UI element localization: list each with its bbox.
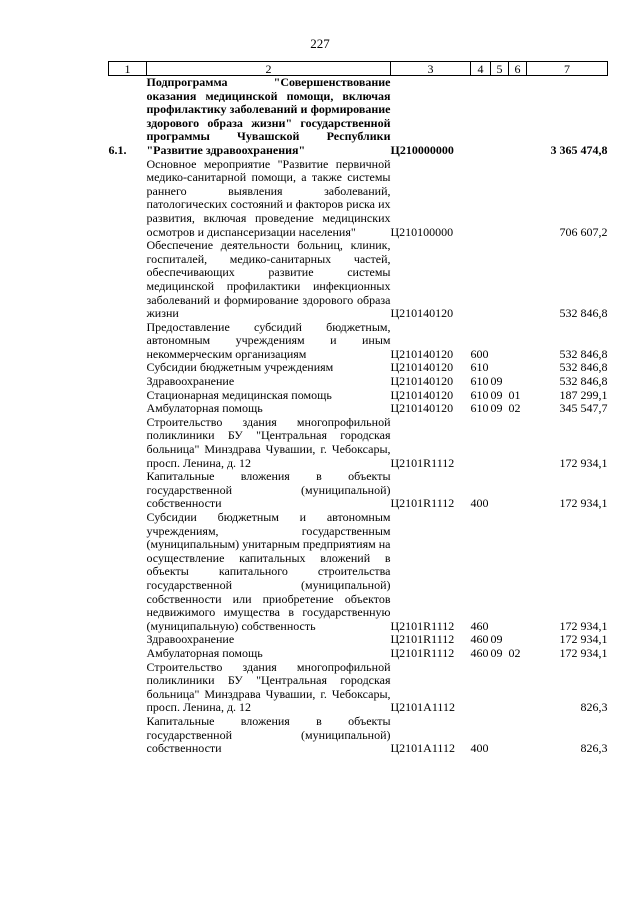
row-rz bbox=[491, 158, 509, 240]
row-rz bbox=[491, 321, 509, 362]
row-pr bbox=[509, 633, 527, 647]
table-row bbox=[109, 239, 608, 321]
column-header: 2 bbox=[147, 62, 391, 76]
table-row bbox=[109, 361, 608, 375]
row-rz bbox=[491, 715, 509, 756]
row-pr bbox=[509, 511, 527, 633]
row-vr: 610 bbox=[470, 360, 489, 375]
row-amount: 826,3 bbox=[580, 741, 608, 756]
row-vr: 460 bbox=[470, 645, 489, 660]
row-rz: 09 bbox=[490, 645, 503, 660]
table-row bbox=[109, 402, 608, 416]
row-number-cell bbox=[109, 511, 147, 633]
table-row bbox=[109, 375, 608, 389]
row-csr: Ц210140120 bbox=[390, 387, 454, 402]
row-rz: 09 bbox=[490, 374, 503, 389]
row-vr: 610 bbox=[470, 387, 489, 402]
row-amount: 532 846,8 bbox=[559, 360, 608, 375]
column-header: 4 bbox=[471, 62, 491, 76]
row-rz bbox=[491, 470, 509, 511]
row-name: Субсидии бюджетным и автономным учреждениям, государственным (муниципальным) унитарным предприятиям на осуществление капитальных вложений в объекты капитального строительства государственной (муниципальной) собственности или приобретение объектов недвижимого имущества в государственную (муниципальную) собственность bbox=[146, 510, 391, 633]
row-amount: 826,3 bbox=[580, 700, 608, 715]
table-row bbox=[109, 470, 608, 511]
row-rz bbox=[491, 361, 509, 375]
row-vr bbox=[471, 661, 491, 715]
row-amount: 532 846,8 bbox=[559, 306, 608, 321]
row-csr: Ц210100000 bbox=[390, 224, 454, 239]
row-number-cell bbox=[109, 647, 147, 661]
row-number-cell bbox=[109, 361, 147, 375]
row-vr bbox=[471, 416, 491, 470]
row-name: Здравоохранение bbox=[146, 632, 235, 647]
table-row bbox=[109, 661, 608, 715]
row-amount: 345 547,7 bbox=[559, 401, 608, 416]
row-name: Субсидии бюджетным учреждениям bbox=[146, 360, 334, 375]
section-amount: 3 365 474,8 bbox=[550, 142, 608, 157]
row-vr: 400 bbox=[470, 741, 489, 756]
row-csr: Ц210140120 bbox=[390, 346, 454, 361]
row-csr: Ц2101R1112 bbox=[390, 455, 455, 470]
row-pr bbox=[509, 715, 527, 756]
section-csr: Ц210000000 bbox=[390, 142, 454, 157]
row-csr: Ц210140120 bbox=[390, 360, 454, 375]
row-pr bbox=[509, 239, 527, 321]
table-row bbox=[109, 511, 608, 633]
row-vr: 460 bbox=[470, 632, 489, 647]
row-vr bbox=[471, 158, 491, 240]
section-number: 6.1. bbox=[108, 142, 127, 157]
table-row bbox=[109, 647, 608, 661]
row-rz: 09 bbox=[490, 401, 503, 416]
row-amount: 532 846,8 bbox=[559, 346, 608, 361]
row-vr: 460 bbox=[470, 618, 489, 633]
row-number-cell bbox=[109, 661, 147, 715]
row-name: Амбулаторная помощь bbox=[146, 645, 263, 660]
row-pr bbox=[509, 158, 527, 240]
section-name: Подпрограмма "Совершенствование оказания медицинской помощи, включая профилактику заболеваний и формирование здорового образа жизни" государственной программы Чувашской Республики "Развитие здравоохранения" bbox=[146, 75, 391, 157]
row-amount: 172 934,1 bbox=[559, 645, 608, 660]
table-row bbox=[109, 715, 608, 756]
row-name: Здравоохранение bbox=[146, 374, 235, 389]
row-vr: 400 bbox=[470, 496, 489, 511]
row-name: Обеспечение деятельности больниц, клиник, госпиталей, медико-санитарных частей, обеспечивающих развитие системы медицинской профилактики инфекционных заболеваний и формирование здорового образа жизни bbox=[146, 238, 391, 321]
row-pr bbox=[509, 375, 527, 389]
section-row bbox=[109, 76, 608, 158]
row-csr: Ц2101R1112 bbox=[390, 645, 455, 660]
row-name: Капитальные вложения в объекты государственной (муниципальной) собственности bbox=[146, 713, 391, 756]
column-header: 7 bbox=[527, 62, 608, 76]
row-csr: Ц2101R1112 bbox=[390, 618, 455, 633]
row-name: Основное мероприятие "Развитие первичной медико-санитарной помощи, а также системы раннего выявления заболеваний, патологических состояний и факторов риска их развития, включая проведение медицинских осмотров и диспансеризации населения" bbox=[146, 156, 391, 239]
budget-table bbox=[108, 61, 608, 756]
table-row bbox=[109, 416, 608, 470]
row-name: Строительство здания многопрофильной поликлиники БУ "Центральная городская больница" Минздрава Чувашии, г. Чебоксары, просп. Ленина, д. 12 bbox=[146, 414, 391, 470]
row-pr: 02 bbox=[508, 645, 521, 660]
row-csr: Ц2101R1112 bbox=[390, 496, 455, 511]
row-amount: 172 934,1 bbox=[559, 632, 608, 647]
row-amount: 187 299,1 bbox=[559, 387, 608, 402]
column-header: 1 bbox=[109, 62, 147, 76]
row-amount: 532 846,8 bbox=[559, 374, 608, 389]
row-number-cell bbox=[109, 470, 147, 511]
row-vr: 610 bbox=[470, 401, 489, 416]
section-rz bbox=[491, 76, 509, 158]
budget-sheet bbox=[108, 61, 607, 756]
column-number-header bbox=[109, 62, 608, 76]
row-pr bbox=[509, 470, 527, 511]
table-row bbox=[109, 389, 608, 403]
section-vr bbox=[471, 76, 491, 158]
page-number: 227 bbox=[310, 36, 330, 51]
row-number-cell bbox=[109, 416, 147, 470]
row-rz: 09 bbox=[490, 632, 503, 647]
row-rz bbox=[491, 416, 509, 470]
row-csr: Ц2101А1112 bbox=[390, 700, 455, 715]
row-number-cell bbox=[109, 389, 147, 403]
row-amount: 706 607,2 bbox=[559, 224, 608, 239]
row-amount: 172 934,1 bbox=[559, 455, 608, 470]
row-pr: 01 bbox=[508, 387, 521, 402]
table-row bbox=[109, 633, 608, 647]
table-row bbox=[109, 321, 608, 362]
row-amount: 172 934,1 bbox=[559, 618, 608, 633]
row-name: Предоставление субсидий бюджетным, автономным учреждениям и иным некоммерческим организациям bbox=[146, 319, 391, 361]
row-pr bbox=[509, 361, 527, 375]
row-csr: Ц210140120 bbox=[390, 374, 454, 389]
row-name: Амбулаторная помощь bbox=[146, 401, 263, 416]
row-number-cell bbox=[109, 715, 147, 756]
row-number-cell bbox=[109, 375, 147, 389]
row-rz bbox=[491, 511, 509, 633]
row-vr: 610 bbox=[470, 374, 489, 389]
row-name: Капитальные вложения в объекты государственной (муниципальной) собственности bbox=[146, 469, 391, 511]
column-header: 5 bbox=[491, 62, 509, 76]
row-csr: Ц2101R1112 bbox=[390, 632, 455, 647]
row-pr: 02 bbox=[508, 401, 521, 416]
row-csr: Ц210140120 bbox=[390, 401, 454, 416]
column-header: 3 bbox=[391, 62, 471, 76]
row-number-cell bbox=[109, 402, 147, 416]
row-pr bbox=[509, 321, 527, 362]
row-name: Стационарная медицинская помощь bbox=[146, 387, 332, 402]
row-csr: Ц210140120 bbox=[390, 306, 454, 321]
row-pr bbox=[509, 416, 527, 470]
row-rz bbox=[491, 661, 509, 715]
column-header: 6 bbox=[509, 62, 527, 76]
row-vr bbox=[471, 239, 491, 321]
row-rz bbox=[491, 239, 509, 321]
row-name: Строительство здания многопрофильной поликлиники БУ "Центральная городская больница" Минздрава Чувашии, г. Чебоксары, просп. Ленина, д. 12 bbox=[146, 659, 391, 715]
section-pr bbox=[509, 76, 527, 158]
row-number-cell bbox=[109, 158, 147, 240]
row-number-cell bbox=[109, 239, 147, 321]
table-row bbox=[109, 158, 608, 240]
row-amount: 172 934,1 bbox=[559, 496, 608, 511]
row-number-cell bbox=[109, 633, 147, 647]
row-rz: 09 bbox=[490, 387, 503, 402]
row-pr bbox=[509, 661, 527, 715]
row-csr: Ц2101А1112 bbox=[390, 741, 455, 756]
row-number-cell bbox=[109, 321, 147, 362]
row-vr: 600 bbox=[470, 346, 489, 361]
